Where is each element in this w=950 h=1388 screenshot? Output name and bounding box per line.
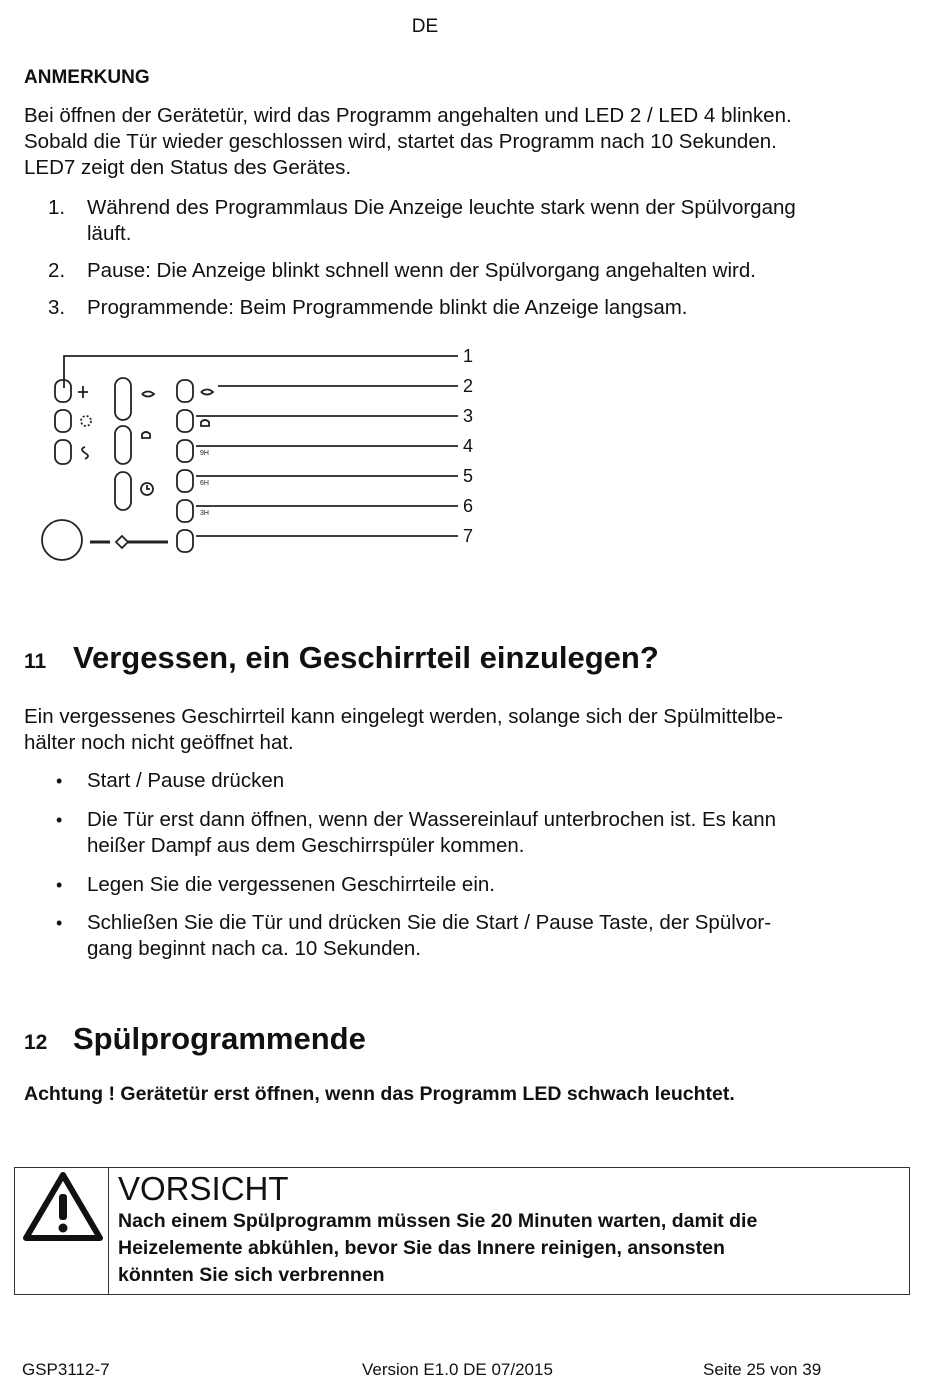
panel-button [55,380,71,402]
panel-button [115,472,131,510]
callout-number: 3 [463,406,474,426]
callout-number: 6 [463,496,474,516]
led-indicator [177,470,193,492]
control-panel-diagram [36,330,496,570]
caution-box [14,1167,910,1295]
power-knob [42,520,82,560]
footer-page-number: Seite 25 von 39 [703,1360,822,1379]
sun-icon [81,416,91,426]
bullet-text: Legen Sie die vergessenen Geschirrteile ein. [87,873,495,896]
lock-icon [201,420,209,426]
note-line: Sobald die Tür wieder geschlossen wird, startet das Programm nach 10 Sekunden. [24,130,777,153]
bullet-text [87,910,887,962]
item-text: Programmende: Beim Programmende blinkt die Anzeige langsam. [87,296,688,319]
bullet-line: Schließen Sie die Tür und drücken Sie die Start / Pause Taste, der Spülvor- [87,911,772,934]
callout-number: 4 [463,436,474,456]
page-language: DE [411,16,439,37]
warning-text: Achtung ! Gerätetür erst öffnen, wenn das Programm LED schwach leuchtet. [24,1083,735,1105]
caution-title: VORSICHT [118,1170,289,1207]
callout-number: 5 [463,466,474,486]
section-title: Vergessen, ein Geschirrteil einzulegen? [73,640,659,675]
leader-line-1 [64,356,458,388]
timer-label: 9H [200,450,209,457]
bullet-line: heißer Dampf aus dem Geschirrspüler kommen. [87,834,525,857]
bullet-dot: • [56,913,63,933]
item-text: Pause: Die Anzeige blinkt schnell wenn der Spülvorgang angehalten wird. [87,259,756,282]
section-heading [24,1021,904,1061]
bullet-dot: • [56,875,63,895]
bullet-dot: • [56,810,63,830]
section-number: 11 [24,650,47,673]
caution-line: könnten Sie sich verbrennen [118,1264,385,1286]
item-number: 1. [48,196,66,219]
callout-number: 1 [463,346,474,366]
section-title: Spülprogrammende [73,1021,366,1056]
caution-body [118,1208,898,1289]
led-indicator [177,410,193,432]
footer-version: Version E1.0 DE 07/2015 [362,1360,553,1379]
section-number: 12 [24,1031,48,1054]
note-text [24,103,904,181]
panel-button [55,440,71,464]
item-line: Während des Programmlaus Die Anzeige leuchte stark wenn der Spülvorgang [87,196,796,219]
footer-model: GSP3112-7 [22,1360,110,1379]
panel-button [55,410,71,432]
note-line: LED7 zeigt den Status des Gerätes. [24,156,352,179]
note-line: Bei öffnen der Gerätetür, wird das Programm angehalten und LED 2 / LED 4 blinken. [24,104,792,127]
numbered-item [24,195,904,247]
intro-line: Ein vergessenes Geschirrteil kann eingelegt werden, solange sich der Spülmittelbe- [24,705,783,728]
item-text [87,195,897,247]
led-indicator [177,530,193,552]
bullet-line: gang beginnt nach ca. 10 Sekunden. [87,937,421,960]
warning-triangle-icon [23,1172,103,1242]
bullet-line: Die Tür erst dann öffnen, wenn der Wassereinlauf unterbrochen ist. Es kann [87,808,777,831]
numbered-item [24,258,904,284]
bullet-text: Start / Pause drücken [87,769,285,792]
intro-line: hälter noch nicht geöffnet hat. [24,731,294,754]
lock-icon [142,432,150,438]
bullet-text [87,807,887,859]
diamond-icon [116,536,128,548]
spray-arm-icon [78,386,88,398]
dish-icon [142,392,154,397]
item-number: 3. [48,296,66,319]
led-indicator [177,380,193,402]
caution-line: Heizelemente abkühlen, bevor Sie das Innere reinigen, ansonsten [118,1237,725,1259]
bullet-item [24,807,904,859]
item-number: 2. [48,259,66,282]
item-line: läuft. [87,222,132,245]
led-indicator [177,440,193,462]
caution-line: Nach einem Spülprogramm müssen Sie 20 Minuten warten, damit die [118,1210,758,1232]
numbered-item [24,295,904,321]
panel-button [115,378,131,420]
section-intro [24,704,904,756]
timer-label: 3H [200,510,209,517]
bullet-item [24,768,904,794]
bullet-item [24,872,904,898]
callout-number: 7 [463,526,474,546]
timer-label: 6H [200,480,209,487]
section-heading [24,640,904,680]
dish-icon [201,390,213,395]
bullet-dot: • [56,771,63,791]
bullet-item [24,910,904,962]
led-indicator [177,500,193,522]
panel-button [115,426,131,464]
callout-number: 2 [463,376,474,396]
caution-divider [108,1168,109,1294]
note-title: ANMERKUNG [24,67,150,88]
salt-icon [82,447,88,459]
